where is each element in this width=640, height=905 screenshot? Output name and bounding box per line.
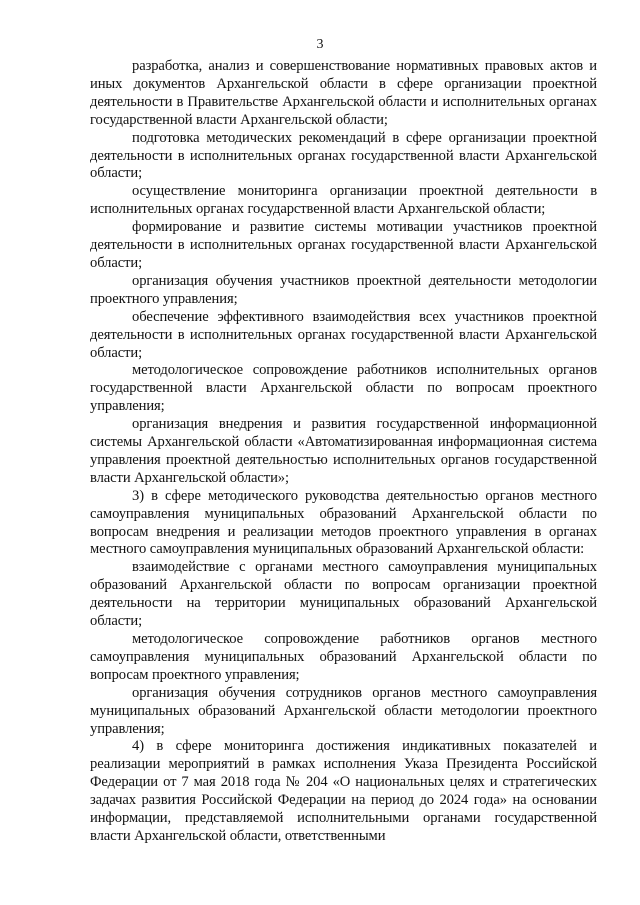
paragraph: обеспечение эффективного взаимодействия всех участников проектной деятельности в исполнительных органах государственной власти Архангельской области; (90, 308, 597, 361)
paragraph: методологическое сопровождение работников исполнительных органов государственной власти Архангельской области по вопросам проектного управления; (90, 362, 597, 415)
paragraph: подготовка методических рекомендаций в сфере организации проектной деятельности в исполнительных органах государственной власти Архангельской области; (90, 129, 597, 182)
paragraph: организация обучения сотрудников органов местного самоуправления муниципальных образований Архангельской области методологии проектного управления; (90, 684, 597, 737)
paragraph: 3) в сфере методического руководства деятельностью органов местного самоуправления муниципальных образований Архангельской области по вопросам внедрения и реализации методов проектного управления в органах местного самоуправления муниципальных образований Архангельской области: (90, 487, 597, 558)
paragraph: разработка, анализ и совершенствование нормативных правовых актов и иных документов Архангельской области в сфере организации проектной деятельности в Правительстве Архангельской области и исполнительных органах государственной власти Архангельской области; (90, 58, 597, 128)
paragraph: 4) в сфере мониторинга достижения индикативных показателей и реализации мероприятий в рамках исполнения Указа Президента Российской Федерации от 7 мая 2018 года № 204 «О национальных целях и стратегических задачах развития Российской Федерации на период до 2024 года» на основании информации, представляемой исполнительными органами государственной власти Архангельской области, ответственными (90, 738, 597, 844)
document-body (90, 58, 597, 846)
paragraph: методологическое сопровождение работников органов местного самоуправления муниципальных образований Архангельской области по вопросам проектного управления; (90, 631, 597, 683)
paragraph: взаимодействие с органами местного самоуправления муниципальных образований Архангельской области по вопросам организации проектной деятельности на территории муниципальных образований Архангельской области; (90, 559, 597, 630)
paragraph: осуществление мониторинга организации проектной деятельности в исполнительных органах государственной власти Архангельской области; (90, 183, 597, 218)
page-number: 3 (316, 37, 324, 52)
paragraph: организация внедрения и развития государственной информационной системы Архангельской области «Автоматизированная информационная система управления проектной деятельностью исполнительных органов государственной власти Архангельской области»; (90, 416, 597, 486)
paragraph: формирование и развитие системы мотивации участников проектной деятельности в исполнительных органах государственной власти Архангельской области; (90, 219, 597, 271)
paragraph: организация обучения участников проектной деятельности методологии проектного управления; (90, 272, 597, 307)
